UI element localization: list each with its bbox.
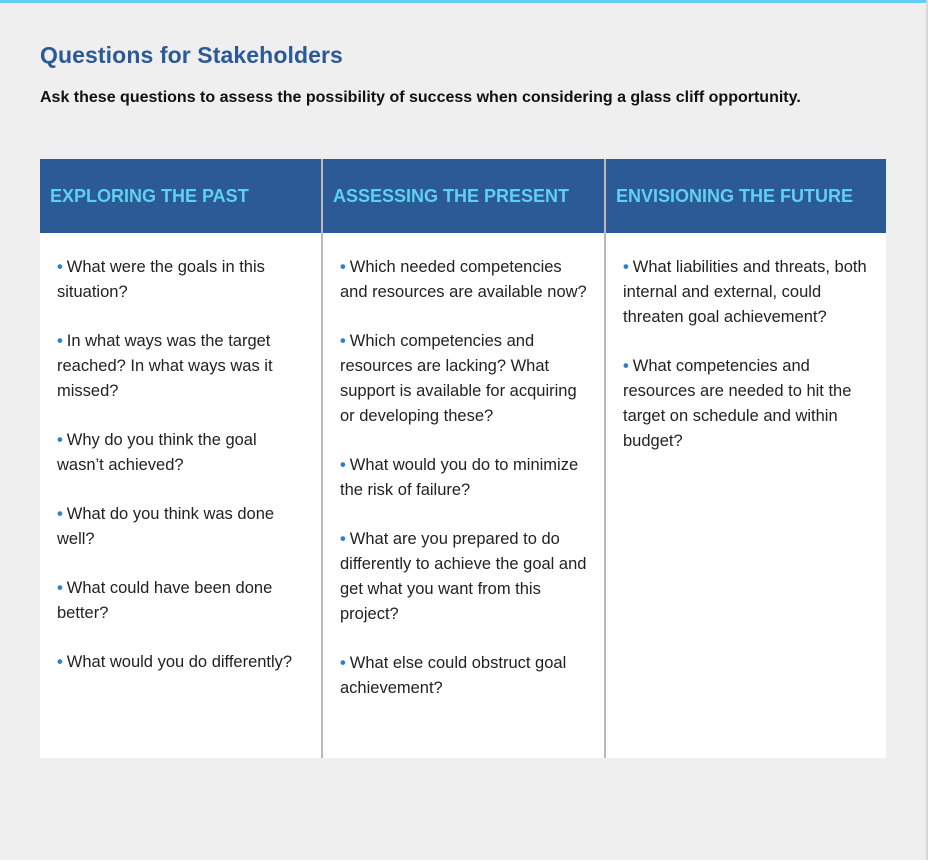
- question-text: What liabilities and threats, both internal and external, could threaten goal achievement?: [623, 258, 867, 326]
- question-item: [623, 354, 870, 454]
- question-item: [57, 502, 305, 552]
- question-text: What are you prepared to do differently to achieve the goal and get what you want from this project?: [340, 530, 587, 623]
- question-text: What were the goals in this situation?: [57, 258, 265, 301]
- question-text: What do you think was done well?: [57, 505, 275, 548]
- top-accent-rule: [0, 0, 928, 3]
- question-item: [57, 428, 305, 478]
- column-body: [40, 233, 321, 758]
- question-item: [57, 650, 305, 675]
- question-text: Why do you think the goal wasn’t achieved?: [57, 431, 257, 474]
- question-text: What else could obstruct goal achievement?: [340, 654, 567, 697]
- bullet-icon: •: [57, 258, 63, 276]
- bullet-icon: •: [623, 357, 629, 375]
- column-envisioning-the-future: [606, 159, 886, 758]
- bullet-icon: •: [340, 332, 346, 350]
- question-item: [340, 453, 588, 503]
- question-text: What competencies and resources are needed to hit the target on schedule and within budget?: [623, 357, 852, 450]
- column-header-label: EXPLORING THE PAST: [50, 185, 249, 206]
- question-text: What would you do differently?: [66, 653, 293, 671]
- question-text: In what ways was the target reached? In what ways was it missed?: [57, 332, 273, 400]
- column-body: [606, 233, 886, 758]
- bullet-icon: •: [57, 505, 63, 523]
- page-title: Questions for Stakeholders: [40, 42, 343, 68]
- question-item: [340, 527, 588, 627]
- question-item: [623, 255, 870, 330]
- column-assessing-the-present: [323, 159, 604, 758]
- question-item: [340, 255, 588, 305]
- bullet-icon: •: [623, 258, 629, 276]
- bullet-icon: •: [340, 258, 346, 276]
- question-text: Which needed competencies and resources are available now?: [340, 258, 587, 301]
- column-header-label: ENVISIONING THE FUTURE: [616, 185, 854, 206]
- bullet-icon: •: [340, 530, 346, 548]
- bullet-icon: •: [340, 456, 346, 474]
- page-subtitle: Ask these questions to assess the possibility of success when considering a glass cliff opportunity.: [40, 89, 801, 106]
- question-text: Which competencies and resources are lacking? What support is available for acquiring or developing these?: [340, 332, 577, 425]
- question-item: [340, 651, 588, 701]
- question-item: [57, 576, 305, 626]
- bullet-icon: •: [57, 332, 63, 350]
- bullet-icon: •: [340, 654, 346, 672]
- column-header-label: ASSESSING THE PRESENT: [333, 185, 570, 206]
- question-item: [57, 255, 305, 305]
- question-item: [340, 329, 588, 429]
- column-header: [606, 159, 886, 233]
- column-header: [323, 159, 604, 233]
- question-text: What would you do to minimize the risk of failure?: [340, 456, 579, 499]
- question-text: What could have been done better?: [57, 579, 273, 622]
- column-header: [40, 159, 321, 233]
- bullet-icon: •: [57, 579, 63, 597]
- column-exploring-the-past: [40, 159, 321, 758]
- question-item: [57, 329, 305, 404]
- bullet-icon: •: [57, 653, 63, 671]
- column-body: [323, 233, 604, 758]
- questions-table: [40, 159, 886, 758]
- bullet-icon: •: [57, 431, 63, 449]
